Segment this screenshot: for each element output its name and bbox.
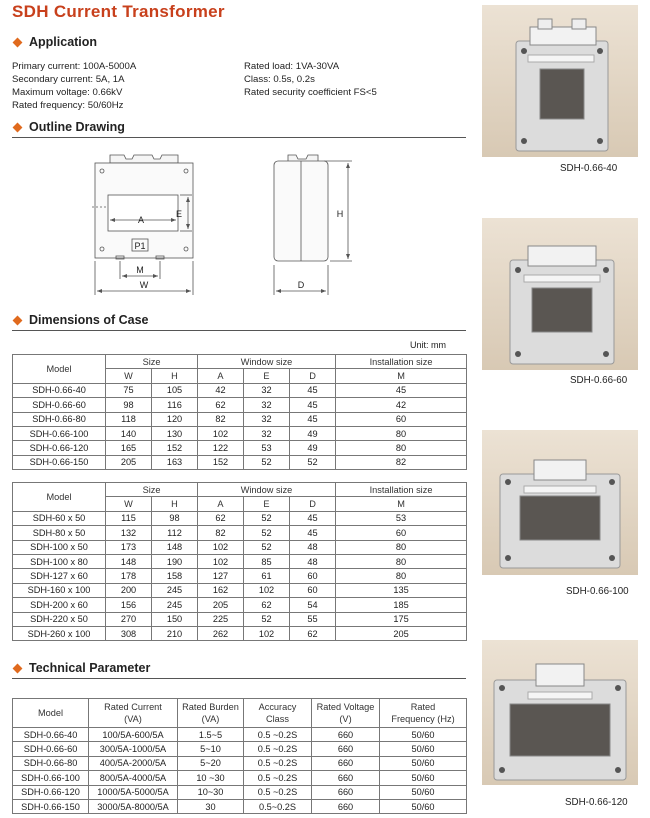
table-row [13, 785, 467, 799]
table-cell: 156 [106, 598, 152, 612]
table-cell: SDH-260 x 100 [13, 626, 106, 640]
table-cell: 185 [336, 598, 467, 612]
table-cell: 62 [198, 511, 244, 525]
table-cell: 60 [336, 526, 467, 540]
header-rated-burden-line2: (VA) [201, 714, 220, 724]
header-rated-current-line2: (VA) [124, 714, 142, 724]
table-cell: 50/60 [380, 771, 467, 785]
spec-rated-load: Rated load: 1VA-30VA [244, 61, 340, 72]
table-cell: 163 [152, 455, 198, 469]
table-cell: SDH-0.66-100 [13, 426, 106, 440]
header-model: Model [13, 699, 89, 728]
table-cell: 205 [198, 598, 244, 612]
table-cell: 0.5 ~0.2S [244, 771, 312, 785]
table-row [13, 771, 467, 785]
header-h: H [152, 497, 198, 511]
header-m: M [336, 369, 467, 383]
table-cell: 205 [106, 455, 152, 469]
table-cell: 127 [198, 569, 244, 583]
table-row [13, 598, 467, 612]
table-cell: 50/60 [380, 742, 467, 756]
table-cell: 130 [152, 426, 198, 440]
table-cell: 116 [152, 398, 198, 412]
table-cell: 75 [106, 383, 152, 397]
header-w: W [106, 497, 152, 511]
table-cell: 80 [336, 441, 467, 455]
spec-rated-frequency: Rated frequency: 50/60Hz [12, 100, 124, 111]
table-cell: 262 [198, 626, 244, 640]
label-p1: P1 [134, 241, 146, 251]
table-cell: 152 [198, 455, 244, 469]
table-cell: 300/5A-1000/5A [89, 742, 178, 756]
table-cell: 152 [152, 441, 198, 455]
table-cell: 200 [106, 583, 152, 597]
table-cell: 132 [106, 526, 152, 540]
table-cell: 32 [244, 412, 290, 426]
table-cell: 30 [178, 799, 244, 813]
table-cell: 102 [198, 426, 244, 440]
technical-table [12, 698, 467, 814]
table-cell: 308 [106, 626, 152, 640]
table-cell: SDH-0.66-150 [13, 455, 106, 469]
table-cell: 60 [336, 412, 467, 426]
table-cell: SDH-0.66-150 [13, 799, 89, 813]
table-cell: 42 [336, 398, 467, 412]
table-cell: 32 [244, 426, 290, 440]
diamond-bullet-icon [13, 122, 23, 132]
table-cell: 42 [198, 383, 244, 397]
table-row [13, 569, 467, 583]
table-cell: 0.5 ~0.2S [244, 728, 312, 742]
table-cell: 245 [152, 583, 198, 597]
table-cell: 48 [290, 540, 336, 554]
table-cell: SDH-0.66-60 [13, 398, 106, 412]
photo-caption-4: SDH-0.66-120 [565, 797, 628, 808]
table-cell: SDH-0.66-120 [13, 785, 89, 799]
table-cell: 150 [152, 612, 198, 626]
table-cell: SDH-100 x 80 [13, 554, 106, 568]
header-a: A [198, 369, 244, 383]
unit-label: Unit: mm [410, 340, 446, 350]
application-specs-left [12, 60, 136, 112]
label-e: E [175, 209, 183, 219]
table-cell: 62 [290, 626, 336, 640]
header-rated-burden [178, 699, 244, 728]
section-technical [12, 661, 150, 675]
table-cell: 660 [312, 728, 380, 742]
table-row [13, 426, 467, 440]
product-photo [482, 218, 638, 370]
table-cell: 135 [336, 583, 467, 597]
table-cell: 660 [312, 742, 380, 756]
header-installation-size: Installation size [336, 355, 467, 369]
table-cell: 660 [312, 771, 380, 785]
table-cell: 660 [312, 799, 380, 813]
table-cell: 112 [152, 526, 198, 540]
table-cell: 32 [244, 383, 290, 397]
table-cell: 122 [198, 441, 244, 455]
label-a: A [137, 215, 145, 225]
table-cell: SDH-0.66-100 [13, 771, 89, 785]
diamond-bullet-icon [13, 37, 23, 47]
table-cell: 45 [290, 383, 336, 397]
table-row [13, 583, 467, 597]
header-rated-frequency [380, 699, 467, 728]
photo-caption-2: SDH-0.66-60 [570, 375, 628, 386]
table-cell: 61 [244, 569, 290, 583]
divider [12, 330, 466, 331]
table-cell: 45 [290, 412, 336, 426]
photo-caption-1: SDH-0.66-40 [560, 163, 618, 174]
table-cell: 102 [198, 540, 244, 554]
table-cell: SDH-0.66-80 [13, 412, 106, 426]
table-cell: 50/60 [380, 756, 467, 770]
table-cell: 49 [290, 441, 336, 455]
header-rated-voltage-line2: (V) [339, 714, 352, 724]
table-cell: 50/60 [380, 728, 467, 742]
table-cell: 100/5A-600/5A [89, 728, 178, 742]
table-cell: 140 [106, 426, 152, 440]
table-cell: 270 [106, 612, 152, 626]
header-d: D [290, 369, 336, 383]
table-cell: SDH-127 x 60 [13, 569, 106, 583]
diamond-bullet-icon [13, 315, 23, 325]
divider [12, 678, 466, 679]
table-cell: 62 [198, 398, 244, 412]
table-cell: 10 ~30 [178, 771, 244, 785]
header-model: Model [13, 355, 106, 384]
dimensions-table-1 [12, 354, 467, 470]
table-cell: 52 [244, 455, 290, 469]
table-cell: SDH-0.66-60 [13, 742, 89, 756]
table-cell: 60 [290, 583, 336, 597]
table-cell: 98 [106, 398, 152, 412]
table-cell: 118 [106, 412, 152, 426]
section-application [12, 35, 97, 49]
header-window-size: Window size [198, 483, 336, 497]
table-cell: 0.5 ~0.2S [244, 742, 312, 756]
table-row [13, 455, 467, 469]
table-cell: 1.5~5 [178, 728, 244, 742]
table-cell: 5~10 [178, 742, 244, 756]
table-cell: 55 [290, 612, 336, 626]
table-row [13, 612, 467, 626]
table-cell: 0.5~0.2S [244, 799, 312, 813]
table-cell: 660 [312, 756, 380, 770]
table-row [13, 756, 467, 770]
label-w: W [139, 280, 149, 290]
header-w: W [106, 369, 152, 383]
header-accuracy-class [244, 699, 312, 728]
table-row [13, 626, 467, 640]
header-accuracy-class-line2: Class [266, 714, 289, 724]
dimensions-table-2 [12, 482, 467, 641]
section-outline-title: Outline Drawing [29, 120, 125, 134]
table-row [13, 511, 467, 525]
table-cell: SDH-0.66-80 [13, 756, 89, 770]
table-cell: 85 [244, 554, 290, 568]
table-cell: 400/5A-2000/5A [89, 756, 178, 770]
page-title: SDH Current Transformer [12, 2, 225, 21]
divider [12, 137, 466, 138]
table-cell: SDH-200 x 60 [13, 598, 106, 612]
table-cell: 45 [290, 511, 336, 525]
table-cell: 115 [106, 511, 152, 525]
header-d: D [290, 497, 336, 511]
table-cell: 82 [198, 526, 244, 540]
header-model: Model [13, 483, 106, 512]
table-cell: 165 [106, 441, 152, 455]
header-rated-current [89, 699, 178, 728]
table-cell: 82 [336, 455, 467, 469]
header-m: M [336, 497, 467, 511]
header-rated-frequency-line2: Frequency (Hz) [391, 714, 455, 724]
table-cell: 162 [198, 583, 244, 597]
table-cell: 32 [244, 398, 290, 412]
header-size: Size [106, 355, 198, 369]
table-cell: 175 [336, 612, 467, 626]
application-specs-right [244, 60, 377, 99]
table-row [13, 412, 467, 426]
label-d: D [297, 280, 305, 290]
table-cell: 102 [198, 554, 244, 568]
table-cell: 48 [290, 554, 336, 568]
table-row [13, 441, 467, 455]
table-cell: 800/5A-4000/5A [89, 771, 178, 785]
table-cell: 60 [290, 569, 336, 583]
photo-caption-3: SDH-0.66-100 [566, 586, 629, 597]
table-cell: 178 [106, 569, 152, 583]
table-cell: 173 [106, 540, 152, 554]
table-cell: 80 [336, 426, 467, 440]
table-cell: 660 [312, 785, 380, 799]
table-row [13, 398, 467, 412]
table-row [13, 554, 467, 568]
table-cell: 245 [152, 598, 198, 612]
table-cell: 52 [290, 455, 336, 469]
table-cell: 50/60 [380, 785, 467, 799]
table-row [13, 728, 467, 742]
header-e: E [244, 497, 290, 511]
spec-class: Class: 0.5s, 0.2s [244, 74, 315, 85]
table-cell: SDH-0.66-40 [13, 383, 106, 397]
table-row [13, 383, 467, 397]
header-h: H [152, 369, 198, 383]
table-cell: SDH-100 x 50 [13, 540, 106, 554]
header-window-size: Window size [198, 355, 336, 369]
table-cell: 52 [244, 540, 290, 554]
label-h: H [336, 209, 344, 219]
table-cell: 54 [290, 598, 336, 612]
header-e: E [244, 369, 290, 383]
table-cell: SDH-80 x 50 [13, 526, 106, 540]
table-row [13, 540, 467, 554]
table-cell: 3000/5A-8000/5A [89, 799, 178, 813]
spec-primary-current: Primary current: 100A-5000A [12, 61, 137, 72]
product-photo [482, 430, 638, 575]
header-rated-voltage [312, 699, 380, 728]
header-accuracy-class-line1: Accuracy [258, 702, 297, 712]
header-rated-frequency-line1: Rated [410, 702, 436, 712]
table-cell: 62 [244, 598, 290, 612]
diamond-bullet-icon [13, 663, 23, 673]
table-cell: 10~30 [178, 785, 244, 799]
table-cell: SDH-220 x 50 [13, 612, 106, 626]
section-outline [12, 120, 125, 134]
table-cell: 0.5 ~0.2S [244, 756, 312, 770]
table-row [13, 742, 467, 756]
table-cell: SDH-0.66-40 [13, 728, 89, 742]
table-row [13, 526, 467, 540]
spec-maximum-voltage: Maximum voltage: 0.66kV [12, 87, 123, 98]
table-cell: 190 [152, 554, 198, 568]
table-cell: 120 [152, 412, 198, 426]
table-row [13, 799, 467, 813]
outline-drawing [80, 145, 380, 305]
table-cell: 148 [106, 554, 152, 568]
header-installation-size: Installation size [336, 483, 467, 497]
table-cell: 80 [336, 554, 467, 568]
header-size: Size [106, 483, 198, 497]
header-a: A [198, 497, 244, 511]
label-m: M [136, 265, 144, 275]
table-cell: 98 [152, 511, 198, 525]
table-cell: 225 [198, 612, 244, 626]
table-cell: 45 [290, 526, 336, 540]
table-cell: 105 [152, 383, 198, 397]
header-rated-voltage-line1: Rated Voltage [316, 702, 375, 712]
table-cell: SDH-160 x 100 [13, 583, 106, 597]
section-dimensions [12, 313, 148, 327]
table-cell: 45 [336, 383, 467, 397]
header-rated-burden-line1: Rated Burden [182, 702, 239, 712]
table-cell: 45 [290, 398, 336, 412]
table-cell: 80 [336, 540, 467, 554]
table-cell: 53 [336, 511, 467, 525]
table-cell: 49 [290, 426, 336, 440]
table-cell: 52 [244, 511, 290, 525]
section-dimensions-title: Dimensions of Case [29, 313, 149, 327]
table-cell: 52 [244, 526, 290, 540]
section-application-title: Application [29, 35, 98, 49]
table-cell: 1000/5A-5000/5A [89, 785, 178, 799]
table-cell: 148 [152, 540, 198, 554]
table-cell: 0.5 ~0.2S [244, 785, 312, 799]
header-rated-current-line1: Rated Current [104, 702, 162, 712]
table-cell: 52 [244, 612, 290, 626]
table-cell: 102 [244, 583, 290, 597]
table-cell: SDH-60 x 50 [13, 511, 106, 525]
table-cell: 102 [244, 626, 290, 640]
table-cell: SDH-0.66-120 [13, 441, 106, 455]
spec-secondary-current: Secondary current: 5A, 1A [12, 74, 125, 85]
table-cell: 80 [336, 569, 467, 583]
table-cell: 53 [244, 441, 290, 455]
section-technical-title: Technical Parameter [29, 661, 151, 675]
table-cell: 82 [198, 412, 244, 426]
table-cell: 50/60 [380, 799, 467, 813]
table-cell: 205 [336, 626, 467, 640]
product-photo [482, 5, 638, 157]
product-photo [482, 640, 638, 785]
table-cell: 210 [152, 626, 198, 640]
table-cell: 5~20 [178, 756, 244, 770]
table-cell: 158 [152, 569, 198, 583]
spec-security-coefficient: Rated security coefficient FS<5 [244, 87, 377, 98]
